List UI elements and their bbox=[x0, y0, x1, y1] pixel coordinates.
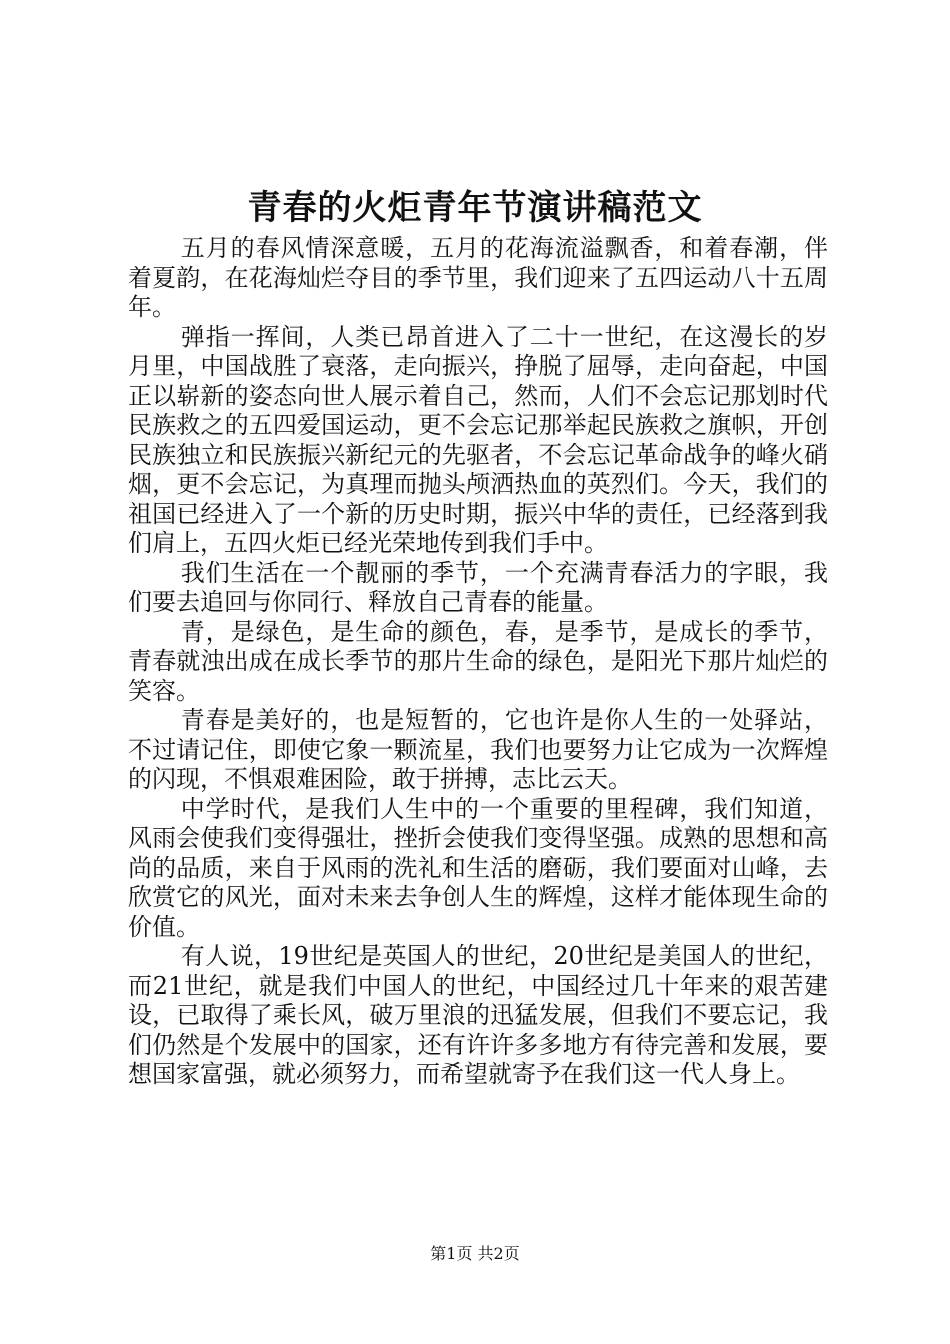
paragraph-5: 青春是美好的，也是短暂的，它也许是你人生的一处驿站，不过请记住，即使它象一颗流星，我们也要努力让它成为一次辉煌的闪现，不惧艰难困险，敢于拼搏，志比云天。 bbox=[128, 706, 828, 793]
paragraph-7: 有人说，19世纪是英国人的世纪，20世纪是美国人的世纪，而21世纪，就是我们中国人的世纪，中国经过几十年来的艰苦建设，已取得了乘长风，破万里浪的迅猛发展，但我们不要忘记，我们仍然是个发展中的国家，还有许许多多地方有待完善和发展，要想国家富强，就必须努力，而希望就寄予在我们这一代人身上。 bbox=[128, 942, 828, 1088]
paragraph-4: 青，是绿色，是生命的颜色，春，是季节，是成长的季节，青春就浊出成在成长季节的那片生命的绿色，是阳光下那片灿烂的笑容。 bbox=[128, 617, 828, 705]
paragraph-3: 我们生活在一个靓丽的季节，一个充满青春活力的字眼，我们要去追回与你同行、释放自己青春的能量。 bbox=[128, 558, 828, 616]
paragraph-6: 中学时代，是我们人生中的一个重要的里程碑，我们知道，风雨会使我们变得强壮，挫折会使我们变得坚强。成熟的思想和高尚的品质，来自于风雨的洗礼和生活的磨砺，我们要面对山峰，去欣赏它的风光，面对未来去争创人生的辉煌，这样才能体现生命的价值。 bbox=[128, 794, 828, 941]
page-number-footer: 第1页 共2页 bbox=[430, 1244, 520, 1263]
paragraph-2: 弹指一挥间，人类已昂首进入了二十一世纪，在这漫长的岁月里，中国战胜了衰落，走向振兴，挣脱了屈辱，走向奋起，中国正以崭新的姿态向世人展示着自己，然而，人们不会忘记那划时代民族救之的五四爱国运动，更不会忘记那举起民族救之旗帜，开创民族独立和民族振兴新纪元的先驱者，不会忘记革命战争的峰火硝烟，更不会忘记，为真理而抛头颅洒热血的英烈们。今天，我们的祖国已经进入了一个新的历史时期，振兴中华的责任，已经落到我们肩上，五四火炬已经光荣地传到我们手中。 bbox=[128, 322, 828, 557]
document-body bbox=[128, 234, 828, 1090]
paragraph-1: 五月的春风情深意暖，五月的花海流溢飘香，和着春潮，伴着夏韵，在花海灿烂夺目的季节里，我们迎来了五四运动八十五周年。 bbox=[128, 234, 828, 321]
document-title: 青春的火炬青年节演讲稿范文 bbox=[247, 188, 703, 228]
